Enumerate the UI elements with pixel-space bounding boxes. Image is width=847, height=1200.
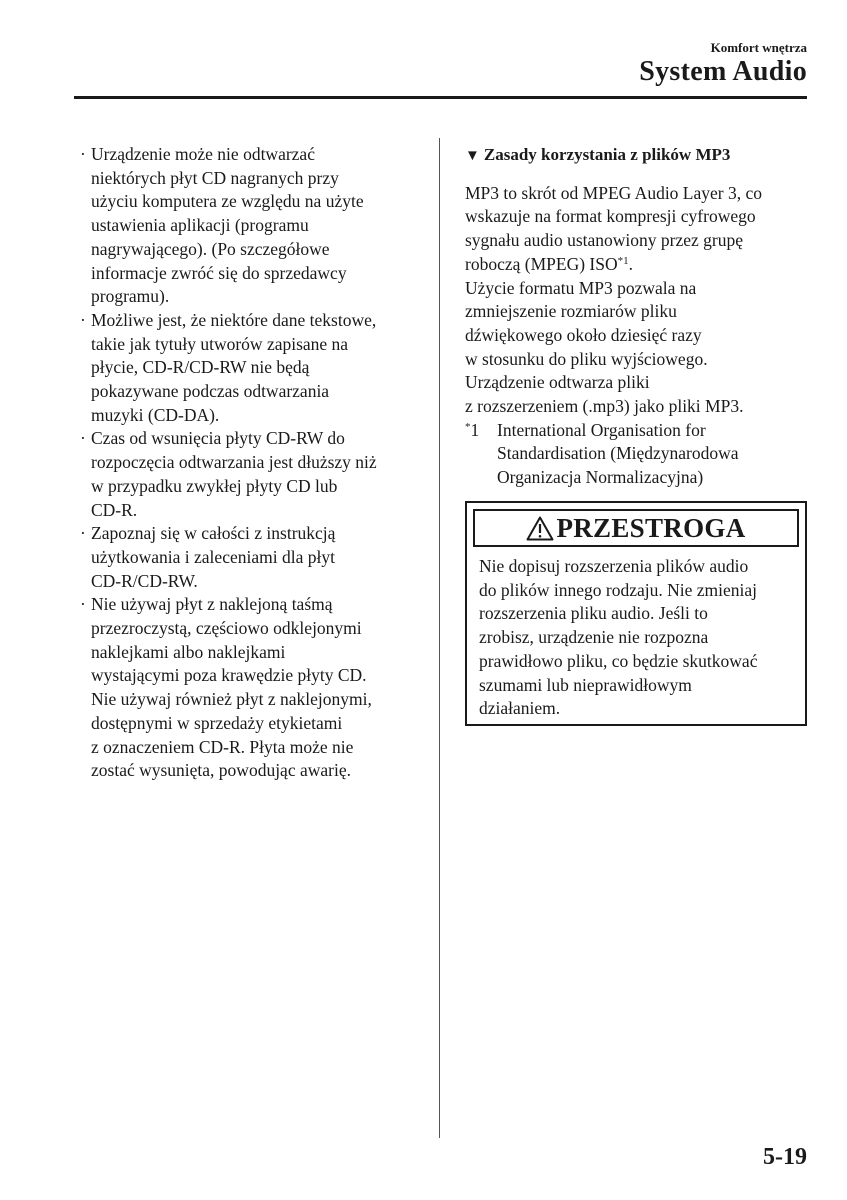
bullet-item [80,522,420,593]
footnote-asterisk: * [465,420,471,433]
bullet-item [80,143,420,309]
warning-triangle-icon [526,516,554,541]
caution-line: rozszerzenia pliku audio. Jeśli to [479,603,708,624]
caution-box [465,501,807,726]
chapter-title: System Audio [639,56,807,87]
footnote-marker [465,419,479,443]
bullet-line: muzyki (CD-DA). [91,404,220,425]
bullet-line: niektórych płyt CD nagranych przy [91,167,339,188]
caution-line: Nie dopisuj rozszerzenia plików audio [479,556,749,576]
footnote-ref: *1 [617,254,629,267]
bullet-line: z oznaczeniem CD-R. Płyta może nie [91,736,354,757]
bullet-dot: · [80,523,86,544]
footnote-number: 1 [470,419,480,440]
bullet-line: naklejkami albo naklejkami [91,641,286,662]
paragraph-line: w stosunku do pliku wyjściowego. [465,348,708,369]
caution-line: działaniem. [479,698,561,719]
caution-line: prawidłowo pliku, co będzie skutkować [479,650,758,671]
paragraph-text: . [628,253,633,274]
bullet-line: Możliwe jest, że niektóre dane tekstowe, [91,309,377,330]
bullet-line: użytkowania i zaleceniami dla płyt [91,546,335,567]
caution-body [467,547,805,721]
bullet-item [80,309,420,428]
bullet-dot: · [80,144,86,164]
footnote [465,419,810,490]
bullet-line: takie jak tytuły utworów zapisane na [91,333,349,354]
bullet-line: pokazywane podczas odtwarzania [91,381,330,402]
bullet-line: przezroczystą, częściowo odklejonymi [91,618,362,639]
caution-line: do plików innego rodzaju. Nie zmieniaj [479,579,757,600]
bullet-item [80,593,420,783]
bullet-line: wystającymi poza krawędzie płyty CD. [91,665,367,686]
paragraph-line: zmniejszenie rozmiarów pliku [465,301,677,322]
bullet-line: w przypadku zwykłej płyty CD lub [91,475,338,496]
paragraph-line: Użycie formatu MP3 pozwala na [465,277,697,298]
paragraph-line: MP3 to skrót od MPEG Audio Layer 3, co [465,182,763,203]
bullet-line: Zapoznaj się w całości z instrukcją [91,523,336,544]
section-label: Komfort wnętrza [710,40,807,55]
bullet-line: informacje zwróć się do sprzedawcy [91,262,347,283]
bullet-line: płycie, CD-R/CD-RW nie będą [91,357,310,378]
caution-line: zrobisz, urządzenie nie rozpozna [479,627,709,648]
paragraph-line: wskazuje na format kompresji cyfrowego [465,206,756,227]
bullet-dot: · [80,594,86,615]
bullet-line: dostępnymi w sprzedaży etykietami [91,712,343,733]
bullet-dot: · [80,428,86,449]
bullet-line: Urządzenie może nie odtwarzać [91,144,315,164]
bullet-line: użyciu komputera ze względu na użyte [91,191,364,212]
paragraph-text: roboczą (MPEG) ISO [465,253,618,274]
subheading-mp3 [465,143,810,169]
column-divider [439,138,440,1138]
mp3-paragraph [465,182,810,419]
bullet-line: zostać wysunięta, powodując awarię. [91,760,351,781]
page-number: 5-19 [763,1144,807,1170]
subheading-text: Zasady korzystania z plików MP3 [483,145,731,164]
left-column [80,143,420,783]
caution-line: szumami lub nieprawidłowym [479,674,692,695]
paragraph-line: sygnału audio ustanowiony przez grupę [465,230,743,251]
paragraph-line: Urządzenie odtwarza pliki [465,372,650,393]
triangle-down-icon: ▼ [465,148,480,164]
header-rule [74,96,807,99]
bullet-line: rozpoczęcia odtwarzania jest dłuższy niż [91,452,377,473]
bullet-line: programu). [91,286,170,307]
footnote-line: Standardisation (Międzynarodowa [497,443,739,464]
right-column [465,143,810,490]
bullet-line: nagrywającego). (Po szczegółowe [91,238,330,259]
bullet-dot: · [80,309,86,330]
caution-header [473,509,799,547]
paragraph-line [465,253,810,277]
paragraph-line: dźwiękowego około dziesięć razy [465,324,702,345]
bullet-line: Nie używaj płyt z naklejoną taśmą [91,594,333,615]
bullet-line: CD-R. [91,499,138,520]
bullet-line: Nie używaj również płyt z naklejonymi, [91,689,372,710]
bullet-line: Czas od wsunięcia płyty CD-RW do [91,428,345,449]
paragraph-line: z rozszerzeniem (.mp3) jako pliki MP3. [465,396,744,417]
bullet-line: CD-R/CD-RW. [91,570,198,591]
bullet-line: ustawienia aplikacji (programu [91,215,309,236]
caution-title: PRZESTROGA [556,512,746,543]
footnote-line: International Organisation for [497,419,706,440]
footnote-line: Organizacja Normalizacyjna) [497,467,704,488]
bullet-item [80,427,420,522]
